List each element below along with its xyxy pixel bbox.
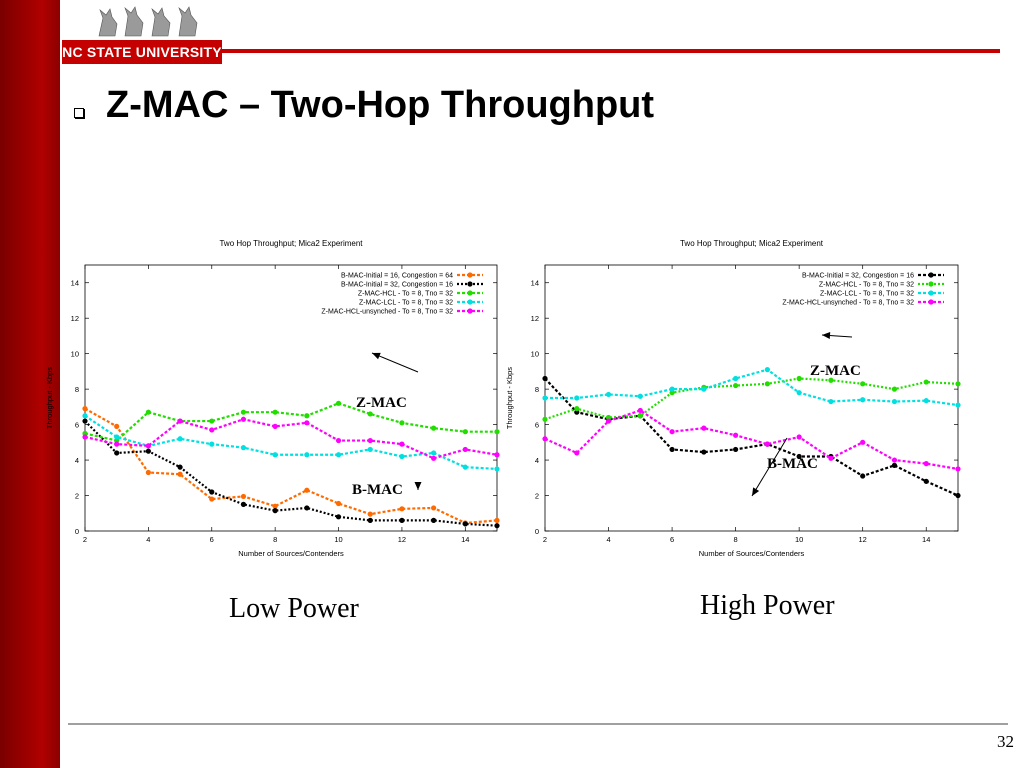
data-point (114, 424, 119, 429)
data-point (892, 463, 897, 468)
legend-label: Z-MAC-LCL - To = 8, Tno = 32 (819, 290, 914, 298)
data-point (797, 390, 802, 395)
data-point (494, 452, 499, 457)
data-point (399, 442, 404, 447)
y-tick-label: 8 (534, 385, 539, 395)
data-point (860, 473, 865, 478)
data-point (368, 411, 373, 416)
data-point (765, 442, 770, 447)
data-point (463, 429, 468, 434)
x-tick-label: 6 (209, 535, 214, 544)
data-point (114, 442, 119, 447)
data-point (209, 418, 214, 423)
data-point (733, 447, 738, 452)
caption-high-power: High Power (700, 590, 835, 621)
data-point (304, 488, 309, 493)
data-point (273, 504, 278, 509)
legend-marker (928, 290, 933, 295)
data-point (955, 493, 960, 498)
x-tick-label: 12 (858, 535, 867, 544)
series-line-1 (545, 378, 958, 419)
university-name: NC STATE UNIVERSITY (62, 40, 222, 64)
data-point (828, 399, 833, 404)
data-point (82, 418, 87, 423)
slide-title: Z-MAC – Two-Hop Throughput (106, 84, 655, 126)
data-point (146, 470, 151, 475)
y-tick-label: 8 (74, 385, 79, 395)
data-point (955, 381, 960, 386)
legend-marker (467, 290, 472, 295)
y-tick-label: 4 (74, 456, 79, 466)
data-point (669, 447, 674, 452)
data-point (860, 397, 865, 402)
data-point (114, 434, 119, 439)
data-point (701, 449, 706, 454)
x-tick-label: 6 (669, 535, 675, 544)
data-point (892, 457, 897, 462)
annotation-label: B-MAC (352, 482, 403, 498)
data-point (431, 450, 436, 455)
legend-marker (928, 281, 933, 286)
data-point (304, 420, 309, 425)
x-tick-label: 10 (794, 535, 804, 544)
data-point (494, 429, 499, 434)
data-point (765, 381, 770, 386)
data-point (431, 426, 436, 431)
data-point (399, 506, 404, 511)
data-point (241, 445, 246, 450)
data-point (463, 447, 468, 452)
x-tick-label: 10 (334, 535, 343, 544)
wolf-mascot-logo (95, 4, 205, 38)
series-line-3 (85, 416, 497, 469)
data-point (241, 417, 246, 422)
data-point (669, 387, 674, 392)
data-point (431, 518, 436, 523)
data-point (368, 518, 373, 523)
x-tick-label: 8 (273, 535, 278, 544)
legend-marker (467, 272, 472, 277)
data-point (860, 440, 865, 445)
data-point (209, 489, 214, 494)
annotation-label: B-MAC (767, 456, 818, 472)
data-point (733, 376, 738, 381)
data-point (368, 438, 373, 443)
annotation-label: Z-MAC (356, 395, 407, 411)
data-point (494, 466, 499, 471)
y-tick-label: 6 (534, 420, 539, 430)
y-tick-label: 4 (534, 456, 539, 466)
data-point (638, 413, 643, 418)
y-tick-label: 14 (530, 278, 539, 288)
x-tick-label: 4 (606, 535, 611, 544)
data-point (574, 406, 579, 411)
data-point (336, 401, 341, 406)
data-point (860, 381, 865, 386)
data-point (336, 438, 341, 443)
data-point (177, 436, 182, 441)
chart-low-power (40, 232, 520, 567)
data-point (114, 450, 119, 455)
legend-label: Z-MAC-HCL-unsynched - To = 8, Tno = 32 (321, 308, 453, 316)
data-point (336, 501, 341, 506)
data-point (177, 418, 182, 423)
data-point (463, 521, 468, 526)
legend-label: Z-MAC-HCL - To = 8, Tno = 32 (357, 290, 453, 298)
data-point (82, 434, 87, 439)
data-point (146, 410, 151, 415)
annotation-arrowhead (415, 482, 422, 490)
data-point (399, 420, 404, 425)
header-divider (222, 49, 1000, 53)
data-point (733, 383, 738, 388)
bullet-icon (74, 108, 84, 118)
annotation-label: Z-MAC (810, 363, 861, 379)
data-point (82, 406, 87, 411)
x-tick-label: 2 (542, 535, 548, 544)
series-line-2 (85, 403, 497, 440)
data-point (955, 402, 960, 407)
data-point (542, 417, 547, 422)
y-tick-label: 0 (534, 527, 539, 536)
data-point (765, 367, 770, 372)
x-tick-label: 12 (397, 535, 407, 544)
data-point (304, 452, 309, 457)
data-point (209, 442, 214, 447)
data-point (542, 395, 547, 400)
y-tick-label: 12 (530, 314, 539, 324)
data-point (924, 379, 929, 384)
data-point (82, 413, 87, 418)
data-point (336, 514, 341, 519)
y-tick-label: 6 (74, 420, 79, 430)
y-tick-label: 10 (70, 349, 79, 359)
legend-label: B-MAC-Initial = 16, Congestion = 64 (340, 272, 453, 280)
x-tick-label: 14 (922, 535, 931, 544)
data-point (924, 461, 929, 466)
y-tick-label: 10 (530, 349, 539, 359)
legend-label: B-MAC-Initial = 32, Congestion = 16 (801, 272, 914, 280)
data-point (542, 436, 547, 441)
data-point (924, 398, 929, 403)
x-axis-label: Number of Sources/Contenders (238, 549, 344, 558)
y-tick-label: 2 (534, 491, 539, 501)
data-point (638, 408, 643, 413)
data-point (574, 395, 579, 400)
data-point (146, 443, 151, 448)
legend-marker (928, 299, 933, 304)
legend-marker (467, 299, 472, 304)
data-point (733, 433, 738, 438)
series-line-0 (85, 409, 497, 523)
data-point (431, 456, 436, 461)
legend-label: Z-MAC-HCL-unsynched - To = 8, Tno = 32 (782, 299, 914, 307)
x-tick-label: 4 (146, 535, 151, 544)
data-point (241, 494, 246, 499)
data-point (701, 426, 706, 431)
data-point (177, 472, 182, 477)
chart-title: Two Hop Throughput; Mica2 Experiment (219, 239, 363, 248)
data-point (431, 505, 436, 510)
chart-title: Two Hop Throughput; Mica2 Experiment (679, 239, 824, 248)
y-axis-label: Throughput - Kbps (45, 366, 54, 430)
data-point (955, 466, 960, 471)
legend-marker (928, 272, 933, 277)
data-point (368, 512, 373, 517)
data-point (463, 465, 468, 470)
data-point (304, 505, 309, 510)
data-point (494, 523, 499, 528)
data-point (574, 450, 579, 455)
y-tick-label: 12 (70, 314, 79, 324)
data-point (273, 508, 278, 513)
data-point (241, 410, 246, 415)
y-tick-label: 2 (74, 491, 79, 501)
data-point (828, 456, 833, 461)
data-point (924, 479, 929, 484)
x-tick-label: 8 (733, 535, 738, 544)
data-point (241, 502, 246, 507)
y-tick-label: 14 (70, 278, 79, 288)
legend-label: Z-MAC-HCL - To = 8, Tno = 32 (818, 281, 914, 289)
page-number: 32 (997, 732, 1014, 751)
legend-label: B-MAC-Initial = 32, Congestion = 16 (340, 281, 453, 289)
data-point (892, 399, 897, 404)
legend-label: Z-MAC-LCL - To = 8, Tno = 32 (358, 299, 453, 307)
y-tick-label: 0 (74, 527, 79, 536)
legend-marker (467, 281, 472, 286)
data-point (304, 413, 309, 418)
data-point (494, 518, 499, 523)
x-tick-label: 2 (82, 535, 88, 544)
annotation-arrowhead (822, 332, 830, 339)
data-point (701, 387, 706, 392)
chart-high-power (502, 232, 982, 567)
data-point (209, 496, 214, 501)
data-point (638, 394, 643, 399)
data-point (797, 376, 802, 381)
footer-divider (68, 723, 1008, 725)
data-point (146, 449, 151, 454)
caption-low-power: Low Power (229, 593, 359, 624)
data-point (273, 424, 278, 429)
data-point (336, 452, 341, 457)
data-point (273, 452, 278, 457)
annotation-arrowhead (752, 487, 759, 496)
x-tick-label: 14 (461, 535, 470, 544)
data-point (797, 434, 802, 439)
data-point (209, 427, 214, 432)
data-point (669, 429, 674, 434)
data-point (399, 454, 404, 459)
data-point (177, 465, 182, 470)
data-point (368, 447, 373, 452)
x-axis-label: Number of Sources/Contenders (698, 549, 805, 558)
legend-marker (467, 308, 472, 313)
data-point (606, 418, 611, 423)
data-point (273, 410, 278, 415)
data-point (606, 392, 611, 397)
y-axis-label: Throughput - Kbps (505, 366, 514, 430)
data-point (399, 518, 404, 523)
data-point (542, 376, 547, 381)
data-point (892, 387, 897, 392)
